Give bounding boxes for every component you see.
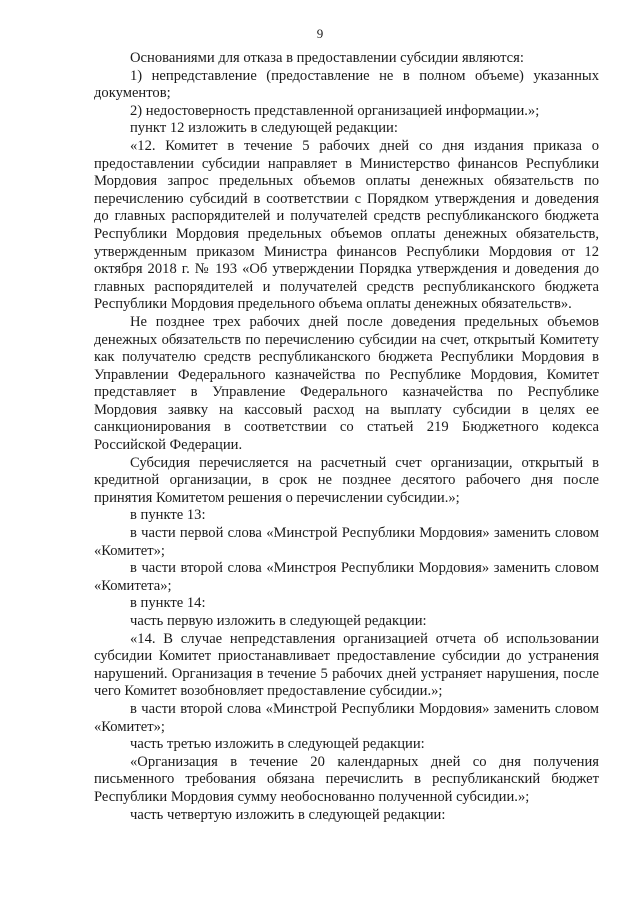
- paragraph: часть четвертую изложить в следующей редакции:: [130, 806, 446, 823]
- paragraph: в части первой слова «Минстрой Республики Мордовия» заменить словом «Комитет»;: [94, 525, 599, 559]
- paragraph: «12. Комитет в течение 5 рабочих дней со дня издания приказа о предоставлении субсидии направляет в Министерство финансов Республики Мордовия запрос предельных объемов оплаты денежных обязательств по перечислению субсидий в соответствии с Порядком утверждения и доведения до главных распорядителей и получателей средств республиканского бюджета Республики Мордовия предельных объемов оплаты денежных обязательств, утвержденным приказом Министра финансов Республики Мордовия от 12 октября 2018 г. № 193 «Об утверждении Порядка утверждения и доведения до главных распорядителей и получателей средств республиканского бюджета Республики Мордовия предельного объема оплаты денежных обязательств».: [94, 137, 599, 313]
- page-number: 9: [316, 26, 324, 41]
- paragraph: 1) непредставление (предоставление не в полном объеме) указанных документов;: [94, 67, 599, 102]
- paragraph: в части второй слова «Минстрой Республики Мордовия» заменить словом «Комитет»;: [94, 700, 599, 735]
- paragraph: часть первую изложить в следующей редакции:: [130, 613, 427, 629]
- paragraph: «14. В случае непредставления организацией отчета об использовании субсидии Комитет приостанавливает предоставление субсидии до устранения нарушений. Организация в течение 5 рабочих дней устраняет нарушения, после чего Комитет возобновляет предоставление субсидии.»;: [94, 630, 599, 700]
- paragraph: в пункте 13:: [130, 507, 206, 524]
- paragraph: Не позднее трех рабочих дней после доведения предельных объемов денежных обязательств по перечислению субсидии на счет, открытый Комитету как получателю средств республиканского бюджета Республики Мордовия в Управлении Федерального казначейства по Республике Мордовия, Комитет представляет в Управление Федерального казначейства по Республике Мордовия заявку на кассовый расход на выплату субсидии в целях ее санкционирования в соответствии со статьей 219 Бюджетного кодекса Российской Федерации.: [94, 313, 599, 454]
- paragraph: пункт 12 изложить в следующей редакции:: [130, 120, 398, 137]
- paragraph: в пункте 14:: [130, 595, 206, 612]
- paragraph: в части второй слова «Минстроя Республики Мордовия» заменить словом «Комитета»;: [94, 560, 599, 594]
- paragraph: 2) недостоверность представленной организацией информации.»;: [130, 102, 540, 119]
- paragraph: Субсидия перечисляется на расчетный счет организации, открытый в кредитной организации, в срок не позднее десятого рабочего дня после принятия Комитетом решения о перечислении субсидии.»;: [94, 454, 599, 506]
- paragraph: «Организация в течение 20 календарных дней со дня получения письменного требования обязана перечислить в республиканский бюджет Республики Мордовия сумму необоснованно полученной субсидии.»;: [94, 753, 599, 805]
- paragraph: часть третью изложить в следующей редакции:: [130, 736, 425, 753]
- document-body: [94, 50, 599, 824]
- paragraph: Основаниями для отказа в предоставлении субсидии являются:: [130, 50, 524, 66]
